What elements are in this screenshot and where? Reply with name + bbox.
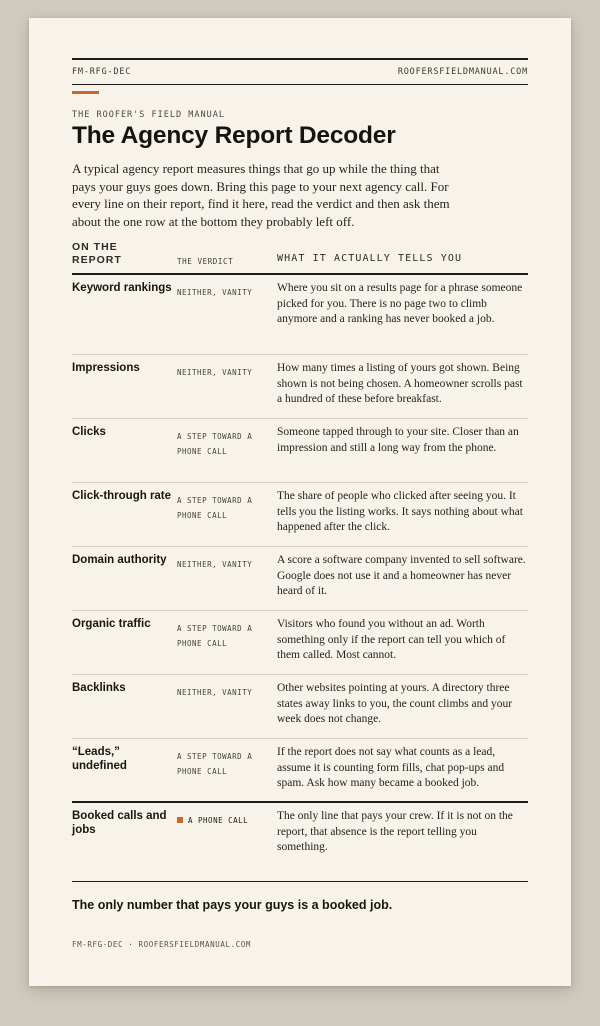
row-description: Visitors who found you without an ad. Worth something only if the report can tell you which of them called. Most cannot.: [277, 618, 506, 661]
kicker: THE ROOFER'S FIELD MANUAL: [72, 110, 225, 120]
row-description: A score a software company invented to sell software. Google does not use it and a homeowner has never heard of it.: [277, 554, 526, 597]
row-description: The only line that pays your crew. If it is not on the report, that absence is the report telling you something.: [277, 810, 513, 853]
table-row-booked-jobs: [72, 801, 528, 882]
row-description: How many times a listing of yours got shown. Being shown is not being chosen. A homeowner scrolls past a hundred of these before breakfast.: [277, 362, 523, 405]
row-verdict: A STEP TOWARD A PHONE CALL: [177, 624, 253, 648]
row-verdict: A STEP TOWARD A PHONE CALL: [177, 432, 253, 456]
row-label: Keyword rankings: [72, 282, 172, 294]
row-label: Impressions: [72, 362, 140, 374]
table-row: [72, 483, 528, 547]
row-verdict: A STEP TOWARD A PHONE CALL: [177, 752, 253, 776]
row-verdict: NEITHER, VANITY: [177, 560, 253, 569]
row-label: “Leads,” undefined: [72, 746, 127, 772]
table-row: [72, 419, 528, 483]
row-description: Where you sit on a results page for a phrase someone picked for you. There is no page two to climb anymore and a ranking has never booked a job.: [277, 282, 523, 325]
verdict-text: A PHONE CALL: [188, 816, 249, 825]
header-bar: [72, 58, 528, 85]
page-title: The Agency Report Decoder: [72, 122, 396, 149]
column-header-verdict: THE VERDICT: [177, 257, 234, 266]
row-verdict: NEITHER, VANITY: [177, 288, 253, 297]
document-code: FM-RFG-DEC: [72, 67, 132, 77]
accent-square-icon: [177, 817, 183, 823]
table-row: [72, 547, 528, 611]
row-verdict: A STEP TOWARD A PHONE CALL: [177, 496, 253, 520]
row-description: The share of people who clicked after seeing you. It tells you the listing works. It says nothing about what happened after the click.: [277, 490, 523, 533]
row-label: Backlinks: [72, 682, 126, 694]
intro-paragraph: A typical agency report measures things that go up while the thing that pays your guys goes down. Bring this page to your next agency call. For every line on their report, find it here, read the verdict and then ask them about the one row at the bottom they probably left off.: [72, 161, 450, 229]
table-header: [72, 239, 528, 275]
document-sheet: [29, 18, 571, 986]
row-verdict: NEITHER, VANITY: [177, 368, 253, 377]
column-header-meaning: WHAT IT ACTUALLY TELLS YOU: [277, 253, 463, 264]
table-row: [72, 275, 528, 355]
accent-rule: [72, 91, 99, 94]
row-verdict: NEITHER, VANITY: [177, 688, 253, 697]
row-label: Booked calls and jobs: [72, 810, 167, 836]
table-row: [72, 739, 528, 801]
table-row: [72, 675, 528, 739]
column-header-report: ON THE REPORT: [72, 241, 122, 266]
decoder-table: [72, 275, 528, 882]
table-row: [72, 355, 528, 419]
table-row: [72, 611, 528, 675]
row-description: Other websites pointing at yours. A directory three states away links to you, the count climbs and your week does not change.: [277, 682, 513, 725]
row-label: Click-through rate: [72, 490, 172, 502]
site-name: ROOFERSFIELDMANUAL.COM: [397, 67, 528, 77]
row-label: Clicks: [72, 426, 106, 438]
closing-statement: The only number that pays your guys is a booked job.: [72, 898, 393, 912]
row-label: Organic traffic: [72, 618, 151, 630]
row-description: If the report does not say what counts as a lead, assume it is counting form fills, chat pop-ups and spam. Ask how many became a booked job.: [277, 746, 505, 789]
footer: FM-RFG-DEC · ROOFERSFIELDMANUAL.COM: [72, 940, 252, 949]
row-verdict: [177, 813, 269, 828]
row-label: Domain authority: [72, 554, 167, 566]
row-description: Someone tapped through to your site. Closer than an impression and still a long way from the phone.: [277, 426, 519, 454]
